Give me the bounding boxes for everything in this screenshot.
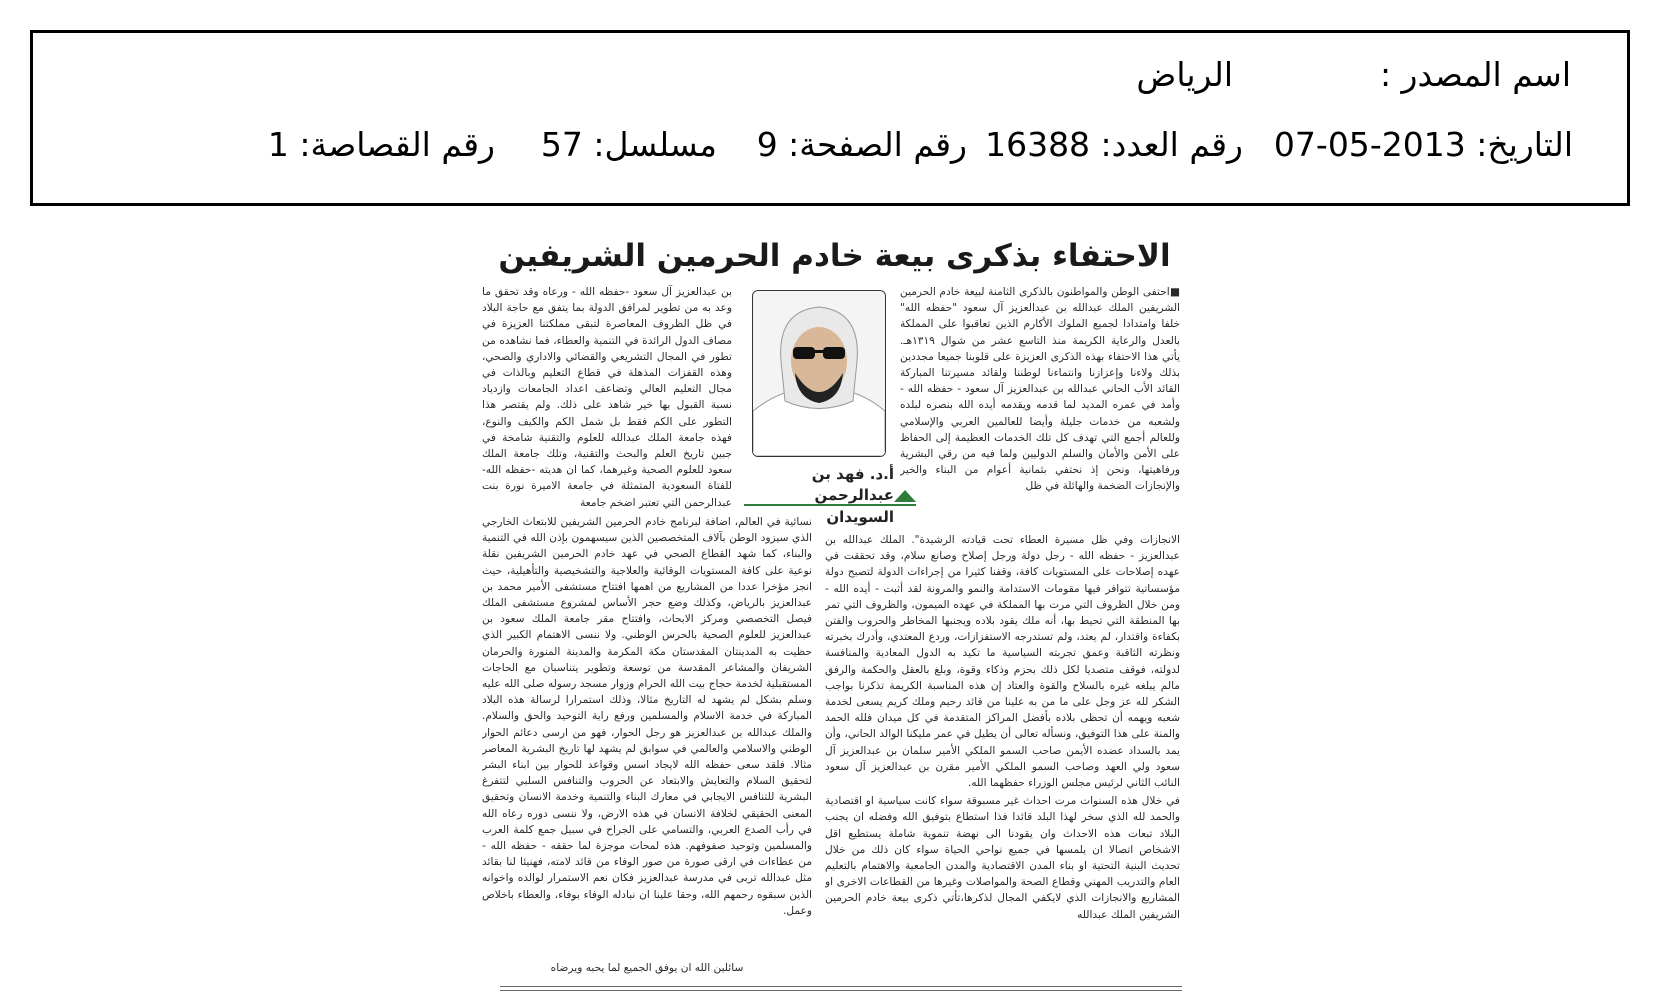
paragraph: في خلال هذه السنوات مرت احداث غير مسبوقة سواء كانت سياسية او اقتصادية والحمد لله الذي سخر لهذا البلد قائدا فذا استطاع بتوفيق الله وفضله ان يجنب البلاد تبعات هذه الاحداث وان يقودنا الى نهضة تنموية شاملة يستطيع اقل الاشخاص اتصالا ان يلمسها في جميع نواحي الحياة سواء كان ذلك من خلال تحديث البنية التحتية او بناء المدن الاقتصادية والمدن الجامعية والاهتمام بالتعليم العام والتدريب المهني وقطاع الصحة والمواصلات وغيرها من القطاعات الاخرى او المشاريع والانجازات الذي لايكفي المجال لذكرها،تأتي ذكرى بيعة خادم الحرمين الشريفين الملك عبدالله [825, 795, 1180, 921]
source-row [33, 55, 1633, 95]
article-column-right-bottom [825, 532, 1180, 987]
closing-line: سائلين الله ان يوفق الجميع لما يحبه ويرضاه [550, 962, 744, 974]
paragraph: بن عبدالعزيز آل سعود -حفظه الله - ورعاه وقد تحقق ما وعد به من تطوير لمرافق الدولة بما يتفق مع حاجة البلاد في ظل الظروف المعاصرة لتبقى مملكتنا العزيزة في مصاف الدول الرائدة في التنمية والعطاء، فما نشاهده من تطور في المجال التشريعي والقضائي والاداري والصحي، وهذه القفزات المذهلة في قطاع التعليم وبالذات في مجال التعليم العالي وتضاعف اعداد الجامعات وازدياد نسبة القبول بها خير شاهد على ذلك. ولم يقتصر هذا التطور على الكم فقط بل شمل الكم والكيف والنوع، فهذه جامعة الملك عبدالله للعلوم والتقنية شامخة في جبين تاريخ العلم والبحث والتقنية، وتلك جامعة الملك سعود للعلوم الصحية وغيرهما، كما ان هديته -حفظه الله- للفتاة السعودية المتمثلة في جامعة الاميرة نورة بنت عبدالرحمن التي تعتبر اضخم جامعة [482, 286, 732, 509]
clipping-metadata-box [30, 30, 1630, 206]
source-label: اسم المصدر : [1379, 55, 1571, 94]
article-headline: الاحتفاء بذكرى بيعة خادم الحرمين الشريفين [498, 238, 1171, 274]
serial-item: مسلسل: 57 [540, 125, 717, 164]
author-name-line-2: عبدالرحمن السويدان [814, 486, 894, 526]
bottom-rule-2 [500, 990, 1182, 991]
article-column-left-top [482, 284, 732, 512]
newspaper-clipping [482, 232, 1187, 1002]
article-column-right-top [900, 284, 1180, 530]
paragraph: ■احتفى الوطن والمواطنون بالذكرى الثامنة لبيعة خادم الحرمين الشريفين الملك عبدالله بن عبدالعزيز آل سعود "حفظه الله" خلفا وامتدادا لجميع الملوك الأكارم الذين تعاقبوا على المملكة بالعدل والرعاية الكريمة منذ التاسع عشر من شوال ١٣١٩هـ. يأتي هذا الاحتفاء بهذه الذكرى العزيزة على قلوبنا جميعا مجددين بذلك ولاءنا وإعزازنا وانتماءنا لوطننا ولقائد مسيرتنا المباركة القائد الأب الحاني عبدالله بن عبدالعزيز آل سعود - حفظه الله - وأمد في عمره المديد لما قدمه ويقدمه أيده الله بنصره لبلده ولشعبه من خدمات جليلة وأيضا للعالمين العربي والإسلامي وللعالم أجمع التي تهدف كل تلك الخدمات العظيمة إلى الحفاظ على الأمن والأمان والسلم الدوليين ولما فيه من رقي البشرية ورفاهيتها، ونحن إذ نحتفي بثمانية أعوام من البناء والخير والإنجازات الضخمة والهائلة في ظل [900, 286, 1180, 493]
byline-underline [744, 504, 916, 506]
date-item: التاريخ: 2013-05-07 [1273, 125, 1573, 164]
paragraph: نسائية في العالم، اضافة لبرنامج خادم الحرمين الشريفين للابتعاث الخارجي الذي سيزود الوطن بآلاف المتخصصين الذين سيسهمون بإذن الله في التنمية والبناء، كما شهد القطاع الصحي في عهد خادم الحرمين الشريفين نقلة نوعية على كافة المستويات الوقائية والعلاجية والتشخيصية والتأهيلية، حيث انجز مؤخرا عددا من المشاريع من اهمها افتتاح مستشفى الأمير محمد بن عبدالعزيز بالرياض، وكذلك وضع حجر الأساس لمشروع مستشفى الملك فيصل التخصصي ومركز الابحاث، وافتتاح مقر جامعة الملك سعود بن عبدالعزيز للعلوم الصحية بالحرس الوطني. ولا ننسى الاهتمام الكبير الذي حظيت به المدينتان المقدستان مكة المكرمة والمدينة المنورة والحرمان الشريفان والمشاعر المقدسة من توسعة وتطوير يتناسبان مع الحاجات المستقبلية لخدمة حجاج بيت الله الحرام وزوار مسجد رسوله صلى الله عليه وسلم بشكل لم يشهد له التاريخ مثالا، وذلك استمرارا لرسالة هذه البلاد المباركة في خدمة الاسلام والمسلمين ورفع راية التوحيد والحق والسلام. والملك عبدالله بن عبدالعزيز هو رجل الحوار، فهو من ارسى دعائم الحوار الوطني والاسلامي والعالمي في سوابق لم يشهد لها تاريخ البشرية المعاصر مثالا. فلقد سعى حفظه الله لايجاد اسس وقواعد للحوار بين ابناء البشر لتحقيق السلام والتعايش والابتعاد عن الحروب والتنافس السلبي لتتفرغ البشرية للتنافس الايجابي في معارك البناء والتنمية وخدمة الانسان وتحقيق المعنى الحقيقي لخلافة الانسان في هذه الارض، ولا ننسى دوره رعاه الله في رأب الصدع العربي، والتسامي على الجراح في سبيل جمع كلمة العرب والمسلمين وتوحيد صفوفهم. هذه لمحات موجزة لما حققه - حفظه الله - من عطاءات في ارقى صورة من صور الوفاء من قائد لامته، فهنيئا لنا بقائد مثل عبدالله تربى في مدرسة عبدالعزيز فكان نعم الاستمرار لوالده واخوانه الذين سبقوه رحمهم الله، وحقا علينا ان نبادله الوفاء بوفاء، والعطاء باخلاص وعمل. [482, 516, 812, 917]
details-row [33, 125, 1633, 165]
paragraph: الانجازات وفي ظل مسيرة العطاء تحت قيادته الرشيدة". الملك عبدالله بن عبدالعزيز - حفظه الله - رجل دولة ورجل إصلاح وصانع سلام، وقد تحققت في عهده إصلاحات على المستويات كافة، وقفنا كثيرا من إجراءات الدولة لتصبح دولة مؤسساتية تتوافر فيها مقومات الاستدامة والنمو والمرونة لقد أثبت - أيده الله - ومن خلال الظروف التي مرت بها المملكة في عهده الميمون، والظروف التي تمر بها المنطقة التي تحيط بها، أنه ملك يقود بلاده ويجنبها المخاطر والحروب والفتن بكفاءة واقتدار، لم يعتد، ولم تستدرجه الاستفزازات، وردع المعتدي، وأدرك بخبرته ونظرته الثاقبة وعمق تجربته السياسية ما تكيد به الدول المعادية والمنافسة لدولته، فوقف متصديا لكل ذلك بحزم وذكاء وقوة، وبلغ بالعقل والحكمة والرفق مالم يبلغه غيره بالسلاح والقوة والعتاد إن هذه المناسبة الكريمة تذكرنا بواجب الشكر لله عز وجل على ما من به علينا من قائد رحيم وملك كريم يسعى لخدمة شعبه ويهمه أن تحظى بلاده بأفضل المراكز المتقدمة في كل ميدان فلله الحمد والمنة على هذا التوفيق، ونسأله تعالى أن يطيل في عمر مليكنا الوالد الحاني، وأن يمد بالسداد عضده الأيمن صاحب السمو الملكي الأمير سلمان بن عبدالعزيز آل سعود ولي العهد وصاحب السمو الملكي الأمير مقرن بن عبدالعزيز آل سعود النائب الثاني لرئيس مجلس الوزراء حفظهما الله. [825, 534, 1180, 790]
source-value: الرياض [1136, 55, 1233, 94]
article-column-left-bottom [482, 514, 812, 960]
triangle-marker-icon [894, 490, 916, 502]
page-number-item: رقم الصفحة: 9 [756, 125, 967, 164]
author-name-line-1: أ.د. فهد بن [811, 465, 894, 483]
bottom-rule [500, 986, 1182, 987]
author-photo [752, 290, 886, 457]
clip-number-item: رقم القصاصة: 1 [267, 125, 495, 164]
issue-number-item: رقم العدد: 16388 [985, 125, 1243, 164]
